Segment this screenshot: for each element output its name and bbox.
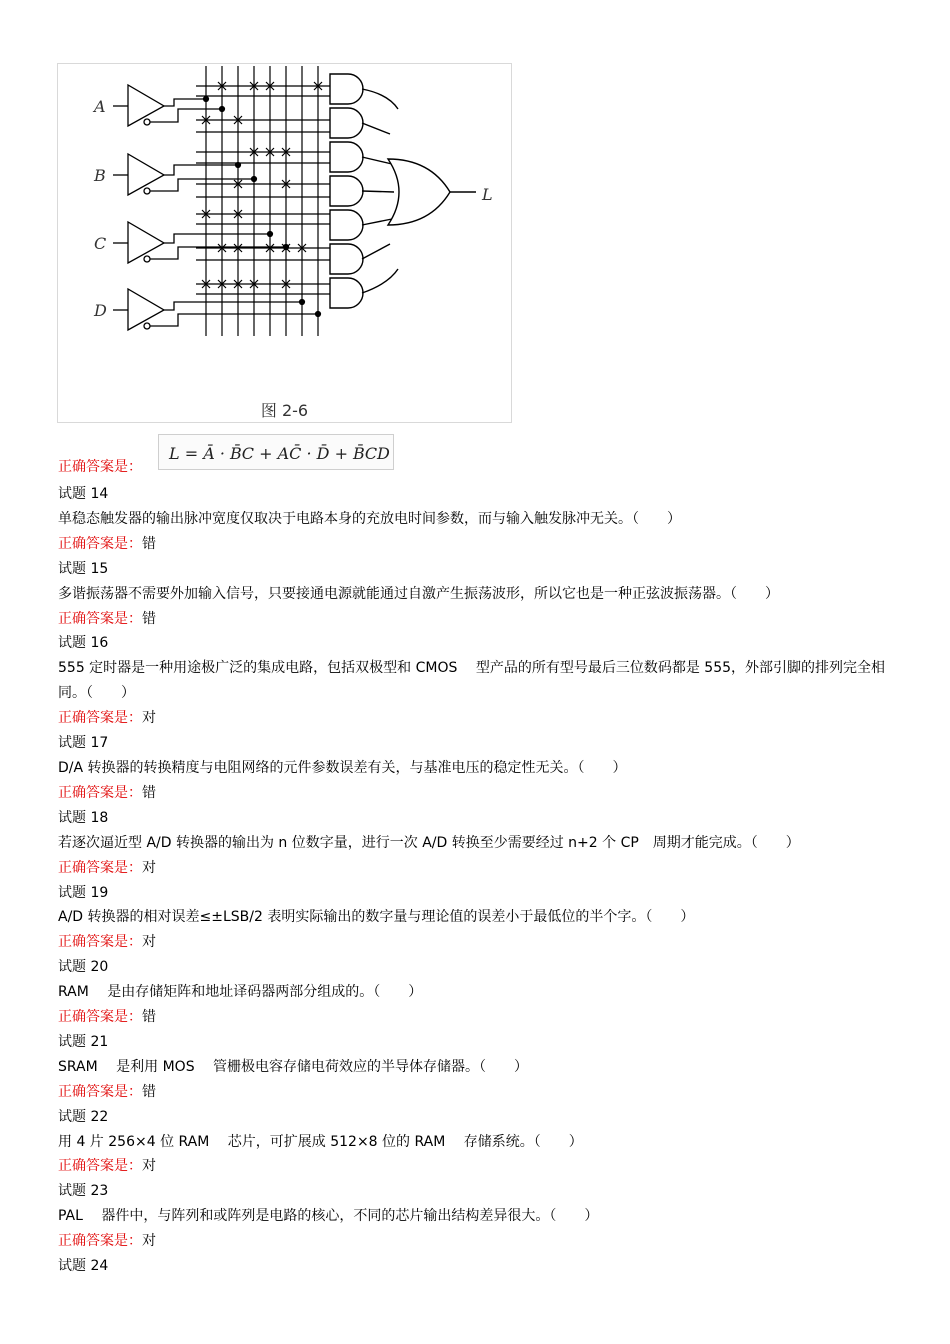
answer-label: 正确答案是： [58, 459, 142, 475]
question-text: D/A 转换器的转换精度与电阻网络的元件参数误差有关，与基准电压的稳定性无关。（ ） [58, 759, 627, 776]
answer-value: 错 [142, 1083, 156, 1100]
input-label-c: C [94, 234, 107, 253]
question-title: 试题 19 [58, 884, 109, 901]
question-text: PAL 器件中，与阵列和或阵列是电路的核心，不同的芯片输出结构差异很大。（ ） [58, 1208, 599, 1225]
question-text: SRAM 是利用 MOS 管栅极电容存储电荷效应的半导体存储器。（ ） [58, 1058, 529, 1075]
question-title: 试题 20 [58, 959, 109, 976]
answer-value: 错 [142, 1009, 156, 1026]
junction-dot [204, 97, 209, 102]
answer-label: 正确答案是： [58, 535, 142, 552]
question-text: 用 4 片 256×4 位 RAM 芯片，可扩展成 512×8 位的 RAM 存储系统。（ ） [58, 1133, 583, 1150]
answer-value: 错 [142, 535, 156, 552]
answer-line [58, 1005, 898, 1030]
answer-label: 正确答案是： [58, 859, 142, 876]
and-gate [330, 176, 363, 206]
question-title: 试题 24 [58, 1258, 109, 1275]
answer-value: 对 [142, 859, 156, 876]
answer-value: 对 [142, 710, 156, 727]
answer-value: 错 [142, 784, 156, 801]
answer-label: 正确答案是： [58, 784, 142, 801]
circuit-diagram [58, 64, 513, 394]
question-text: A/D 转换器的相对误差≤±LSB/2 表明实际输出的数字量与理论值的误差小于最低位的半个字。（ ） [58, 909, 695, 926]
question-title: 试题 21 [58, 1033, 109, 1050]
question-text: 单稳态触发器的输出脉冲宽度仅取决于电路本身的充放电时间参数，而与输入触发脉冲无关。（ ） [58, 510, 681, 527]
answer-line [58, 1080, 898, 1105]
question-text: 若逐次逼近型 A/D 转换器的输出为 n 位数字量，进行一次 A/D 转换至少需要经过 n+2 个 CP 周期才能完成。（ ） [58, 834, 800, 851]
figure-caption: 图 2-6 [260, 401, 309, 420]
question-text: 555 定时器是一种用途极广泛的集成电路，包括双极型和 CMOS 型产品的所有型号最后三位数码都是 555，外部引脚的排列完全相同。（ ） [58, 660, 886, 702]
question-list [58, 482, 898, 1279]
answer-label: 正确答案是： [58, 1158, 142, 1175]
answer-formula [158, 434, 394, 470]
input-label-a: A [94, 97, 106, 116]
question-title: 试题 14 [58, 486, 109, 502]
answer-line [58, 781, 898, 806]
input-label-d: D [94, 301, 107, 320]
answer-label: 正确答案是： [58, 934, 142, 951]
output-label-l: L [482, 185, 493, 204]
answer-label: 正确答案是： [58, 1009, 142, 1026]
circuit-figure [57, 63, 512, 423]
and-gate [330, 74, 363, 104]
input-label-b: B [94, 166, 106, 185]
answer-line [58, 1154, 898, 1179]
answer-label: 正确答案是： [58, 610, 142, 627]
answer-label: 正确答案是： [58, 710, 142, 727]
answer-line [58, 607, 898, 632]
answer-formula-row [58, 434, 458, 475]
question-title: 试题 16 [58, 635, 109, 652]
answer-line [58, 1229, 898, 1254]
question-title: 试题 23 [58, 1183, 109, 1200]
answer-value: 错 [142, 610, 156, 627]
and-gate [330, 210, 363, 240]
junction-dot [236, 163, 241, 168]
question-title: 试题 18 [58, 809, 109, 826]
question-text: 多谐振荡器不需要外加输入信号，只要接通电源就能通过自激产生振荡波形，所以它也是一种正弦波振荡器。（ ） [58, 585, 779, 602]
and-gate [330, 108, 363, 138]
answer-value: 对 [142, 1233, 156, 1250]
formula-text: L = Ā · B̄C + AC̄ · D̄ + B̄CD [169, 444, 390, 463]
answer-line [58, 856, 898, 881]
answer-line [58, 706, 898, 731]
answer-value: 对 [142, 934, 156, 951]
junction-dot [316, 312, 321, 317]
and-gate [330, 244, 363, 274]
junction-dot [252, 177, 257, 182]
and-gate [330, 142, 363, 172]
answer-line [58, 930, 898, 955]
answer-value: 对 [142, 1158, 156, 1175]
and-gate [330, 278, 363, 308]
question-title: 试题 17 [58, 735, 109, 752]
junction-dot [300, 300, 305, 305]
question-text: RAM 是由存储矩阵和地址译码器两部分组成的。（ ） [58, 984, 423, 1001]
answer-label: 正确答案是： [58, 1233, 142, 1250]
or-gate [388, 159, 450, 225]
question-title: 试题 15 [58, 560, 109, 577]
question-title: 试题 22 [58, 1108, 109, 1125]
answer-line [58, 532, 898, 557]
answer-label: 正确答案是： [58, 1083, 142, 1100]
junction-dot [268, 232, 273, 237]
junction-dot [220, 107, 225, 112]
